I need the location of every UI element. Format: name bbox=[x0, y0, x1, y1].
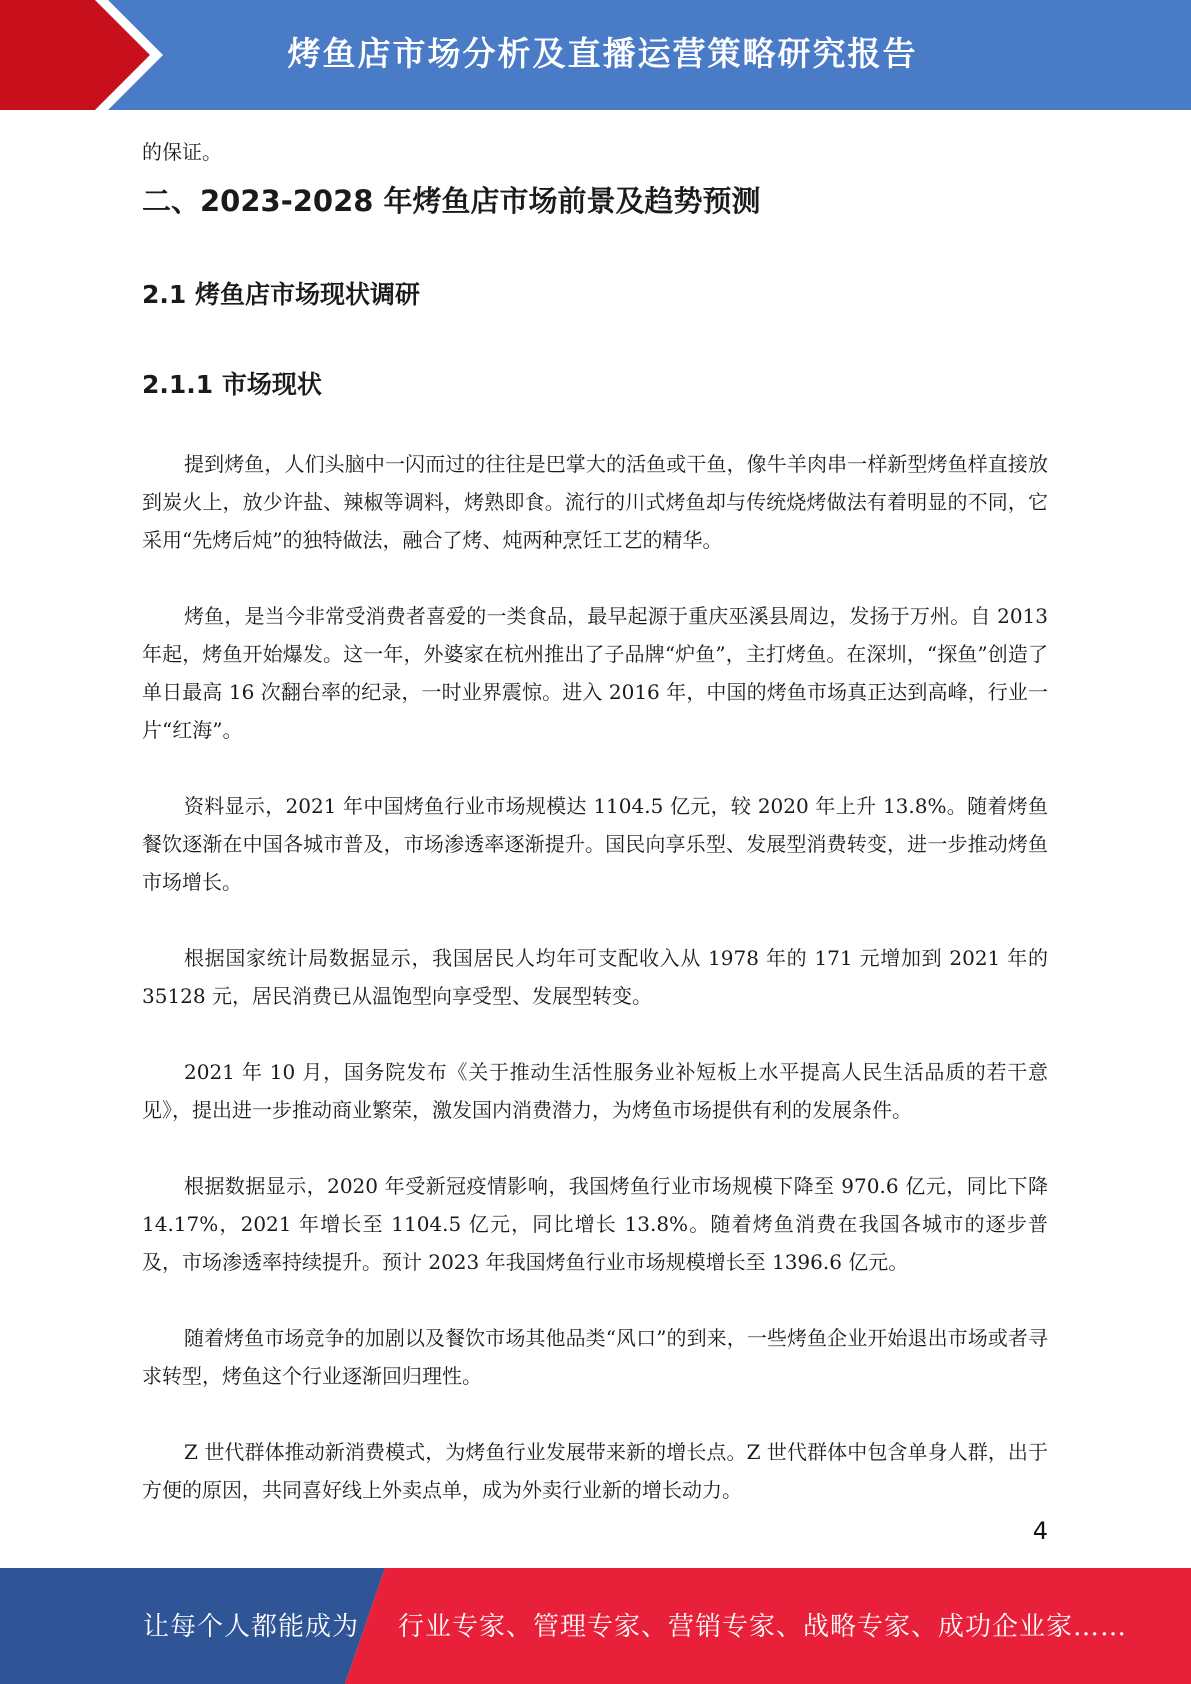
paragraph: 资料显示，2021 年中国烤鱼行业市场规模达 1104.5 亿元，较 2020 年上升 13.8%。随着烤鱼餐饮逐渐在中国各城市普及，市场渗透率逐渐提升。国民向享乐型、发展型消费转变，进一步推动烤鱼市场增长。 bbox=[142, 794, 1048, 894]
paragraph: Z 世代群体推动新消费模式，为烤鱼行业发展带来新的增长点。Z 世代群体中包含单身人群，出于方便的原因，共同喜好线上外卖点单，成为外卖行业新的增长动力。 bbox=[142, 1440, 1048, 1502]
continued-text: 的保证。 bbox=[142, 140, 222, 164]
page-header bbox=[0, 0, 1191, 110]
footer-slogan-left: 让每个人都能成为 bbox=[143, 1612, 360, 1642]
paragraph: 根据国家统计局数据显示，我国居民人均年可支配收入从 1978 年的 171 元增加到 2021 年的 35128 元，居民消费已从温饱型向享受型、发展型转变。 bbox=[142, 946, 1048, 1008]
footer-slogan-right: 行业专家、管理专家、营销专家、战略专家、成功企业家…… bbox=[398, 1612, 1128, 1642]
page-footer bbox=[0, 1568, 1191, 1684]
section-heading: 二、2023-2028 年烤鱼店市场前景及趋势预测 bbox=[142, 184, 761, 218]
paragraph: 烤鱼，是当今非常受消费者喜爱的一类食品，最早起源于重庆巫溪县周边，发扬于万州。自 2013 年起，烤鱼开始爆发。这一年，外婆家在杭州推出了子品牌“炉鱼”，主打烤鱼。在深圳，“探鱼”创造了单日最高 16 次翻台率的纪录，一时业界震惊。进入 2016 年，中国的烤鱼市场真正达到高峰，行业一片“红海”。 bbox=[142, 604, 1048, 742]
page-number: 4 bbox=[1032, 1517, 1048, 1545]
paragraph: 根据数据显示，2020 年受新冠疫情影响，我国烤鱼行业市场规模下降至 970.6 亿元，同比下降 14.17%，2021 年增长至 1104.5 亿元，同比增长 13.8%。随着烤鱼消费在我国各城市的逐步普及，市场渗透率持续提升。预计 2023 年我国烤鱼行业市场规模增长至 1396.6 亿元。 bbox=[142, 1174, 1048, 1274]
subsubsection-heading: 2.1.1 市场现状 bbox=[142, 370, 322, 399]
paragraph: 2021 年 10 月，国务院发布《关于推动生活性服务业补短板上水平提高人民生活品质的若干意见》，提出进一步推动商业繁荣，激发国内消费潜力，为烤鱼市场提供有利的发展条件。 bbox=[142, 1060, 1048, 1122]
report-title: 烤鱼店市场分析及直播运营策略研究报告 bbox=[287, 34, 918, 73]
paragraph: 提到烤鱼，人们头脑中一闪而过的往往是巴掌大的活鱼或干鱼，像牛羊肉串一样新型烤鱼样直接放到炭火上，放少许盐、辣椒等调料，烤熟即食。流行的川式烤鱼却与传统烧烤做法有着明显的不同，它采用“先烤后炖”的独特做法，融合了烤、炖两种烹饪工艺的精华。 bbox=[142, 452, 1048, 552]
subsection-heading: 2.1 烤鱼店市场现状调研 bbox=[142, 280, 420, 309]
paragraph: 随着烤鱼市场竞争的加剧以及餐饮市场其他品类“风口”的到来，一些烤鱼企业开始退出市场或者寻求转型，烤鱼这个行业逐渐回归理性。 bbox=[142, 1326, 1048, 1388]
page-content bbox=[142, 133, 1048, 1509]
